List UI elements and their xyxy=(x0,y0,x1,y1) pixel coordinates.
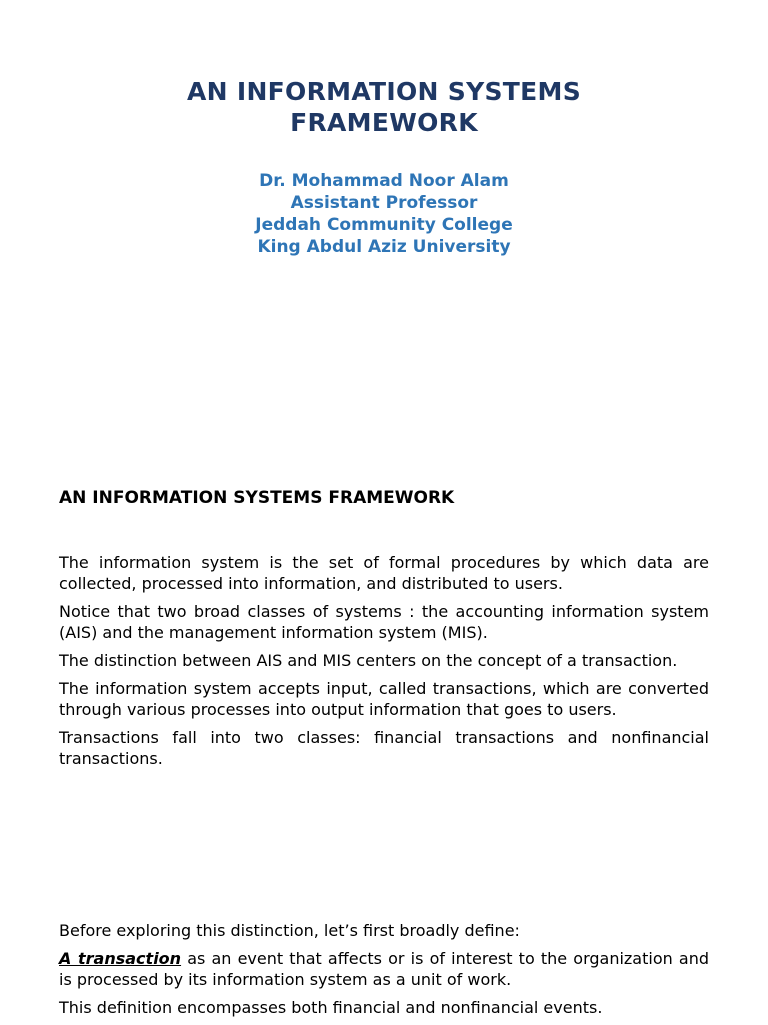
paragraph-transaction-classes: Transactions fall into two classes: financial transactions and nonfinancial transactions. xyxy=(59,728,709,768)
document-title xyxy=(0,76,768,138)
paragraph-information-system: The information system is the set of formal procedures by which data are collected, processed into information, and distributed to users. xyxy=(59,553,709,593)
definition-section xyxy=(59,920,709,1025)
author-name: Dr. Mohammad Noor Alam xyxy=(259,171,509,191)
author-position: Assistant Professor xyxy=(290,193,478,213)
document-title-line-1: AN INFORMATION SYSTEMS xyxy=(186,77,582,106)
author-college: Jeddah Community College xyxy=(255,215,513,235)
intro-paragraphs xyxy=(59,552,709,776)
paragraph-transactions-input: The information system accepts input, called transactions, which are converted through various processes into output information that goes to users. xyxy=(59,679,709,719)
author-university: King Abdul Aziz University xyxy=(257,237,511,257)
definition-paragraph xyxy=(59,948,709,990)
definition-text: as an event that affects or is of interest to the organization and is processed by its information system as a unit of work. xyxy=(59,949,710,989)
definition-term: A transaction xyxy=(59,949,182,968)
paragraph-ais-mis-distinction: The distinction between AIS and MIS centers on the concept of a transaction. xyxy=(59,651,678,670)
definition-intro: Before exploring this distinction, let’s first broadly define: xyxy=(59,921,520,940)
author-block xyxy=(0,170,768,258)
partial-paragraph: This definition encompasses both financial and nonfinancial events. xyxy=(59,998,603,1017)
document-title-line-2: FRAMEWORK xyxy=(290,108,478,137)
section-heading: AN INFORMATION SYSTEMS FRAMEWORK xyxy=(59,488,455,508)
paragraph-two-classes: Notice that two broad classes of systems : the accounting information system (AIS) and the management information system (MIS). xyxy=(59,602,709,642)
